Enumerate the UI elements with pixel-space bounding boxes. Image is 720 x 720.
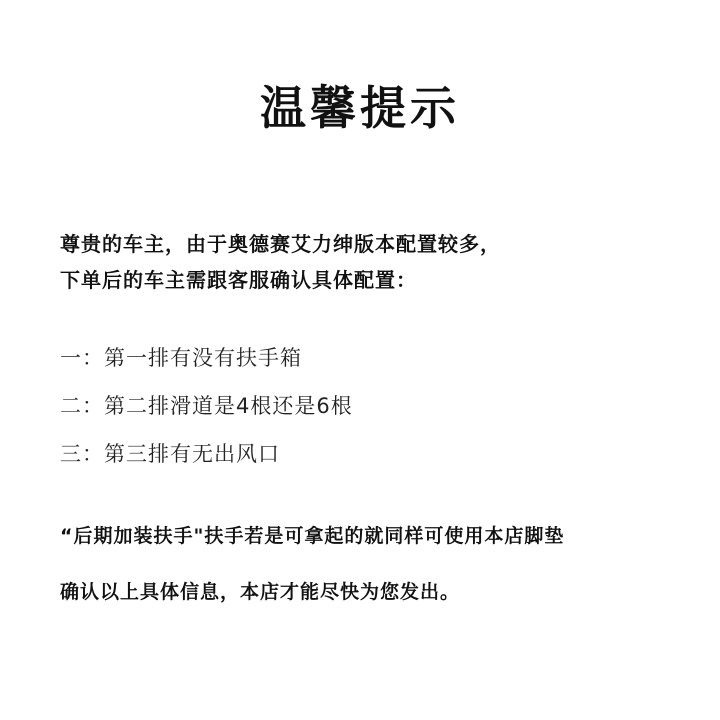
- armrest-note: “后期加装扶手"扶手若是可拿起的就同样可使用本店脚垫: [60, 525, 565, 547]
- list-item: 三：第三排有无出风口: [60, 442, 280, 466]
- list-item: 二：第二排滑道是4根还是6根: [60, 394, 353, 418]
- intro-line-1: 尊贵的车主，由于奥德赛艾力绅版本配置较多，: [60, 232, 501, 256]
- list-item: 一：第一排有没有扶手箱: [60, 346, 302, 370]
- config-check-list: [60, 334, 680, 478]
- intro-line-2: 下单后的车主需跟客服确认具体配置：: [60, 268, 417, 292]
- intro-paragraph: [60, 226, 700, 298]
- closing-note: 确认以上具体信息，本店才能尽快为您发出。: [60, 581, 461, 603]
- page-title: 温馨提示: [260, 81, 460, 135]
